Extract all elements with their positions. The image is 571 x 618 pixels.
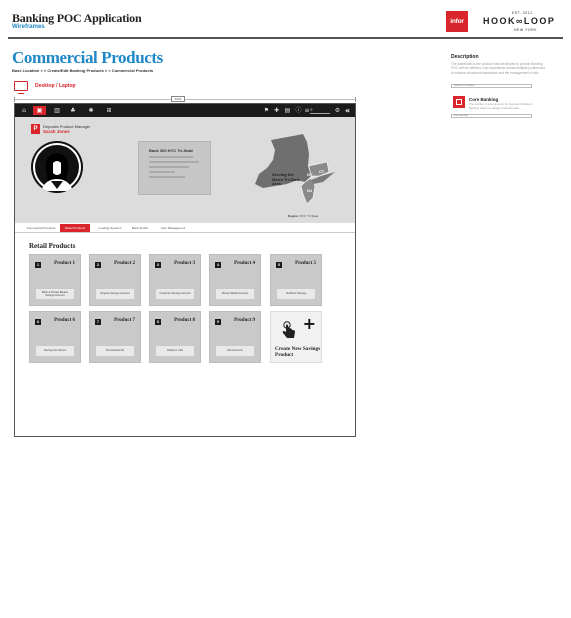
list-icon[interactable]: ≡: [304, 107, 310, 114]
network-icon[interactable]: ✱: [88, 107, 94, 114]
tab-lending-systems[interactable]: Lending Systems: [98, 226, 122, 230]
product-title: Product 1: [54, 261, 75, 266]
tab-user-management[interactable]: User Management: [160, 226, 186, 230]
product-card[interactable]: [209, 254, 261, 306]
header-divider: [8, 37, 563, 39]
product-card[interactable]: [29, 254, 81, 306]
placeholder-line: [149, 161, 199, 163]
placeholder-line: [149, 176, 185, 178]
ruler-badge: 1024: [171, 96, 185, 102]
product-number: 6: [35, 319, 41, 325]
products-icon[interactable]: ▣: [33, 106, 46, 115]
product-button[interactable]: Savings For Minors: [36, 346, 74, 356]
description-title: Description: [451, 54, 479, 60]
product-number: 8: [155, 319, 161, 325]
region-label: [288, 214, 318, 218]
map-state-nj: NJ: [307, 188, 313, 193]
width-ruler: [14, 99, 356, 100]
search-input[interactable]: [310, 107, 330, 114]
product-title: Product 4: [234, 261, 255, 266]
product-button[interactable]: Promotional CD: [96, 346, 134, 356]
description-body: The dashboard is the product view developed to provide Banking POC with an efficient, user-experience across multiple profiles and to balance document interactions and the management of risk.: [451, 62, 545, 75]
product-button[interactable]: Customer Savings Account: [156, 289, 194, 299]
product-tabs: [15, 223, 355, 233]
product-number: 7: [95, 319, 101, 325]
region-box-title: Bank 360 NYC Tri-State: [149, 148, 194, 153]
placeholder-line: [149, 171, 175, 173]
profile-name[interactable]: Sarah Jones: [43, 129, 70, 134]
product-title: Product 9: [234, 318, 255, 323]
profile-badge: P: [31, 124, 40, 134]
placeholder-line: [149, 156, 193, 158]
org-chart-icon[interactable]: ♣: [70, 107, 76, 114]
bar-chart-icon[interactable]: ▥: [54, 107, 60, 114]
product-card[interactable]: [149, 254, 201, 306]
profile-banner: [15, 117, 355, 223]
tap-hand-icon: [280, 320, 298, 340]
breadcrumb: Base Location > > Create/Edit Banking Products > > Commercial Products: [12, 68, 154, 73]
create-new-product-label: Create New Savings Product: [275, 346, 321, 358]
section-title-retail-products: Retail Products: [29, 242, 76, 250]
cart-icon[interactable]: ✚: [273, 107, 280, 114]
core-banking-body: The solution is a component for Deposits Module & Banking users to manage financial tasks.: [469, 102, 533, 110]
create-new-product-card[interactable]: [270, 311, 322, 363]
product-title: Product 6: [54, 318, 75, 323]
product-card[interactable]: [89, 311, 141, 363]
app-toolbar: [15, 104, 355, 117]
product-number: 2: [95, 262, 101, 268]
product-button[interactable]: Bank & Private Banker Savings Account: [36, 289, 74, 299]
product-title: Product 7: [114, 318, 135, 323]
product-title: Product 2: [114, 261, 135, 266]
avatar: [31, 141, 83, 193]
product-card[interactable]: [149, 311, 201, 363]
search-icon: ⌕: [310, 107, 313, 113]
home-icon[interactable]: ⌂: [22, 107, 26, 114]
product-title: Product 8: [174, 318, 195, 323]
product-card[interactable]: [270, 254, 322, 306]
related-info-field[interactable]: Related Information: [451, 84, 532, 88]
map-state-ny: NY: [307, 172, 313, 177]
hook-loop-established: EST. 2012: [512, 11, 533, 15]
page-title: Commercial Products: [12, 48, 163, 67]
region-value: NYC Tri State: [300, 214, 319, 218]
product-number: 3: [155, 262, 161, 268]
product-number: 5: [276, 262, 282, 268]
tab-commercial-products[interactable]: Commercial Products: [26, 226, 56, 230]
product-card[interactable]: [209, 311, 261, 363]
product-button[interactable]: Platinum CDs: [156, 346, 194, 356]
close-icon[interactable]: «: [345, 106, 351, 115]
product-number: 4: [215, 262, 221, 268]
hook-loop-city: NEW YORK: [514, 28, 537, 32]
product-card[interactable]: [29, 311, 81, 363]
app-frame: [14, 103, 356, 437]
infor-banking-field[interactable]: Infor Banking: [451, 114, 532, 118]
plus-icon: +: [302, 314, 316, 333]
product-number: 1: [35, 262, 41, 268]
profile-role: Deposits Product Manager: [43, 124, 91, 129]
gear-icon[interactable]: ⚙: [334, 107, 341, 114]
placeholder-line: [149, 166, 189, 168]
core-banking-title: Core Banking: [469, 97, 499, 102]
core-banking-icon: [453, 96, 465, 108]
info-icon[interactable]: ⓘ: [295, 107, 302, 114]
product-button[interactable]: Regular Savings Account: [96, 289, 134, 299]
device-label: Desktop / Laptop: [35, 83, 76, 89]
monitor-icon: [14, 81, 28, 91]
product-title: Product 5: [295, 261, 316, 266]
product-button[interactable]: IRA Accounts: [216, 346, 254, 356]
folder-icon[interactable]: ▤: [284, 107, 291, 114]
flag-icon[interactable]: ⚑: [263, 107, 270, 114]
app-title: Banking POC Application: [12, 11, 142, 25]
region-key: Region:: [288, 214, 300, 218]
product-title: Product 3: [174, 261, 195, 266]
product-number: 9: [215, 319, 221, 325]
tab-bank-profile[interactable]: Bank Profile: [131, 226, 149, 230]
product-button[interactable]: UniDirect Savings: [277, 289, 315, 299]
product-card[interactable]: [89, 254, 141, 306]
map-state-ct: CT: [319, 169, 325, 174]
map-caption: Serving the Metro Tri-State Area: [272, 172, 301, 187]
hook-loop-logo: HOOK∞LOOP: [483, 16, 556, 26]
product-button[interactable]: Money Market Account: [216, 289, 254, 299]
tab-retail-products[interactable]: Retail Products: [60, 224, 90, 232]
region-summary-box: [138, 141, 211, 195]
app-subtitle: Wireframes: [12, 24, 45, 30]
grid-icon[interactable]: ⊞: [106, 107, 112, 114]
infor-logo: infor: [446, 11, 468, 32]
